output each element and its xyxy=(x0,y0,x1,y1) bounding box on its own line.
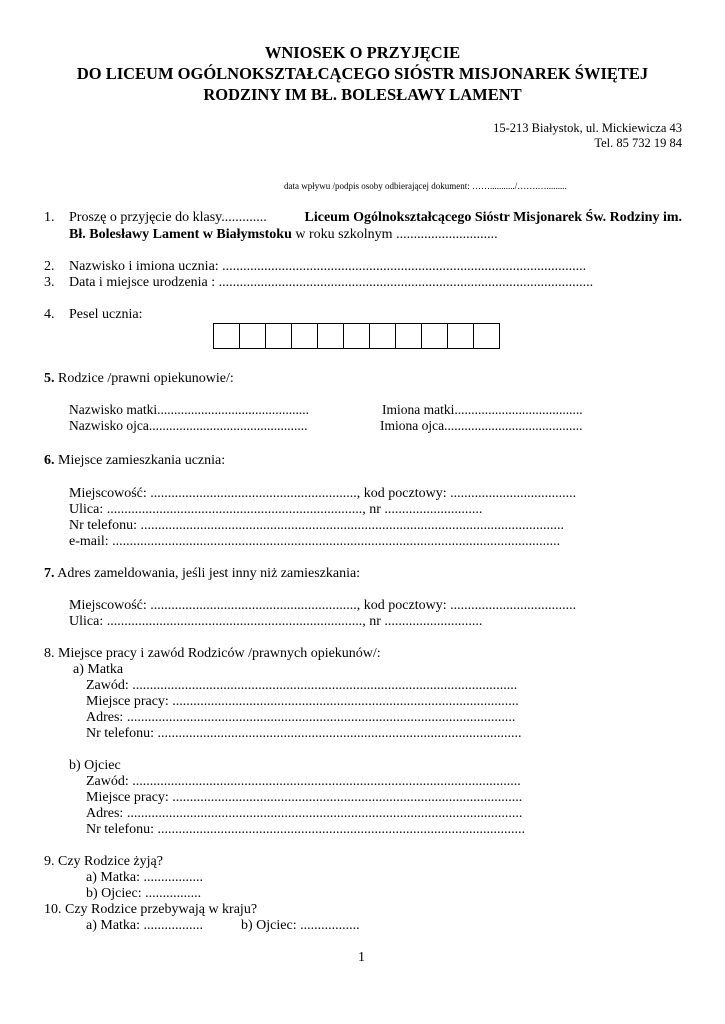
q6-title: Miejsce zamieszkania ucznia: xyxy=(54,453,226,468)
q9-title: 9. Czy Rodzice żyją? xyxy=(44,854,163,869)
residence-street-field[interactable]: Ulica: ........................................................................., nr ............................ xyxy=(69,502,483,517)
q8-title: 8. Miejsce pracy i zawód Rodziców /prawnych opiekunów/: xyxy=(44,646,381,661)
pesel-digit-box[interactable] xyxy=(396,324,422,348)
father-work-address-field[interactable]: Adres: ................................................................................................................. xyxy=(86,806,523,821)
pesel-digit-box[interactable] xyxy=(318,324,344,348)
q1-school-name-part1: Liceum Ogólnokształcącego Sióstr Misjonarek Św. Rodziny im. xyxy=(304,210,682,225)
q2-number: 2. xyxy=(44,259,55,274)
q5-heading xyxy=(44,371,234,387)
page-number: 1 xyxy=(358,950,365,965)
mother-names-field[interactable]: Imiona matki...................................... xyxy=(382,402,583,417)
father-names-field[interactable]: Imiona ojca......................................... xyxy=(380,418,583,433)
q1-number: 1. xyxy=(44,210,55,225)
q8-father-label: b) Ojciec xyxy=(69,758,121,773)
mother-in-country-field[interactable]: a) Matka: ................. xyxy=(86,918,204,933)
mother-work-phone-field[interactable]: Nr telefonu: ........................................................................................................ xyxy=(86,726,522,741)
q7-number: 7. xyxy=(44,566,55,581)
q5-title: Rodzice /prawni opiekunowie/: xyxy=(54,371,234,386)
mother-workplace-field[interactable]: Miejsce pracy: ................................................................................................... xyxy=(86,694,519,709)
mother-work-address-field[interactable]: Adres: ............................................................................................................... xyxy=(86,710,516,725)
q6-heading xyxy=(44,453,225,469)
pesel-digit-box[interactable] xyxy=(292,324,318,348)
q7-title: Adres zameldowania, jeśli jest inny niż zamieszkania: xyxy=(54,566,361,581)
q1-school-year: w roku szkolnym ............................. xyxy=(291,227,498,242)
mother-alive-field[interactable]: a) Matka: ................. xyxy=(86,870,204,885)
receipt-note: data wpływu /podpis osoby odbierającej dokument: …….........../…….…......... xyxy=(284,181,567,191)
pesel-label: Pesel ucznia: xyxy=(69,307,143,322)
q5-number: 5. xyxy=(44,371,55,386)
father-profession-field[interactable]: Zawód: ............................................................................................................... xyxy=(86,774,521,789)
q1-line1 xyxy=(69,210,682,226)
mother-profession-field[interactable]: Zawód: .............................................................................................................. xyxy=(86,678,518,693)
q1-prefix: Proszę o przyjęcie do klasy............. xyxy=(69,210,267,225)
registered-street-field[interactable]: Ulica: ........................................................................., nr ............................ xyxy=(69,614,483,629)
pesel-digit-box[interactable] xyxy=(214,324,240,348)
pesel-digit-box[interactable] xyxy=(422,324,448,348)
q3-number: 3. xyxy=(44,275,55,290)
father-alive-field[interactable]: b) Ojciec: ................ xyxy=(86,886,202,901)
mother-surname-field[interactable]: Nazwisko matki............................................. xyxy=(69,402,309,417)
q10-title: 10. Czy Rodzice przebywają w kraju? xyxy=(44,902,258,917)
email-field[interactable]: e-mail: ................................................................................................................................ xyxy=(69,534,561,549)
birth-date-place-field[interactable]: Data i miejsce urodzenia : ........................................................................................................... xyxy=(69,275,594,290)
q4-number: 4. xyxy=(44,307,55,322)
school-address: 15-213 Białystok, ul. Mickiewicza 43 xyxy=(493,121,682,135)
form-title-line1: WNIOSEK O PRZYJĘCIE xyxy=(264,43,461,62)
pesel-digit-box[interactable] xyxy=(370,324,396,348)
q7-heading xyxy=(44,566,360,582)
pesel-digit-box[interactable] xyxy=(240,324,266,348)
pesel-digit-box[interactable] xyxy=(448,324,474,348)
q1-school-name-part2: Bł. Bolesławy Lament w Białymstoku xyxy=(69,227,292,242)
father-workplace-field[interactable]: Miejsce pracy: .................................................................................................... xyxy=(86,790,523,805)
father-in-country-field[interactable]: b) Ojciec: ................. xyxy=(241,918,360,933)
q1-line2 xyxy=(69,227,498,243)
form-title-line3: RODZINY IM BŁ. BOLESŁAWY LAMENT xyxy=(203,85,522,104)
residence-city-postal-field[interactable]: Miejscowość: ..........................................................., kod pocztowy: .................................... xyxy=(69,486,577,501)
pesel-digit-box[interactable] xyxy=(266,324,292,348)
pesel-digit-box[interactable] xyxy=(344,324,370,348)
form-title-line2: DO LICEUM OGÓLNOKSZTAŁCĄCEGO SIÓSTR MISJONAREK ŚWIĘTEJ xyxy=(76,64,649,83)
student-name-field[interactable]: Nazwisko i imiona ucznia: ........................................................................................................ xyxy=(69,259,587,274)
q6-number: 6. xyxy=(44,453,55,468)
father-surname-field[interactable]: Nazwisko ojca............................................... xyxy=(69,418,308,433)
pesel-digit-box[interactable] xyxy=(474,324,499,348)
pesel-boxes[interactable] xyxy=(213,323,500,349)
registered-city-postal-field[interactable]: Miejscowość: ..........................................................., kod pocztowy: .................................... xyxy=(69,598,577,613)
father-work-phone-field[interactable]: Nr telefonu: ......................................................................................................... xyxy=(86,822,526,837)
residence-phone-field[interactable]: Nr telefonu: ......................................................................................................................... xyxy=(69,518,565,533)
q8-mother-label: a) Matka xyxy=(73,662,124,677)
school-phone: Tel. 85 732 19 84 xyxy=(594,136,682,150)
